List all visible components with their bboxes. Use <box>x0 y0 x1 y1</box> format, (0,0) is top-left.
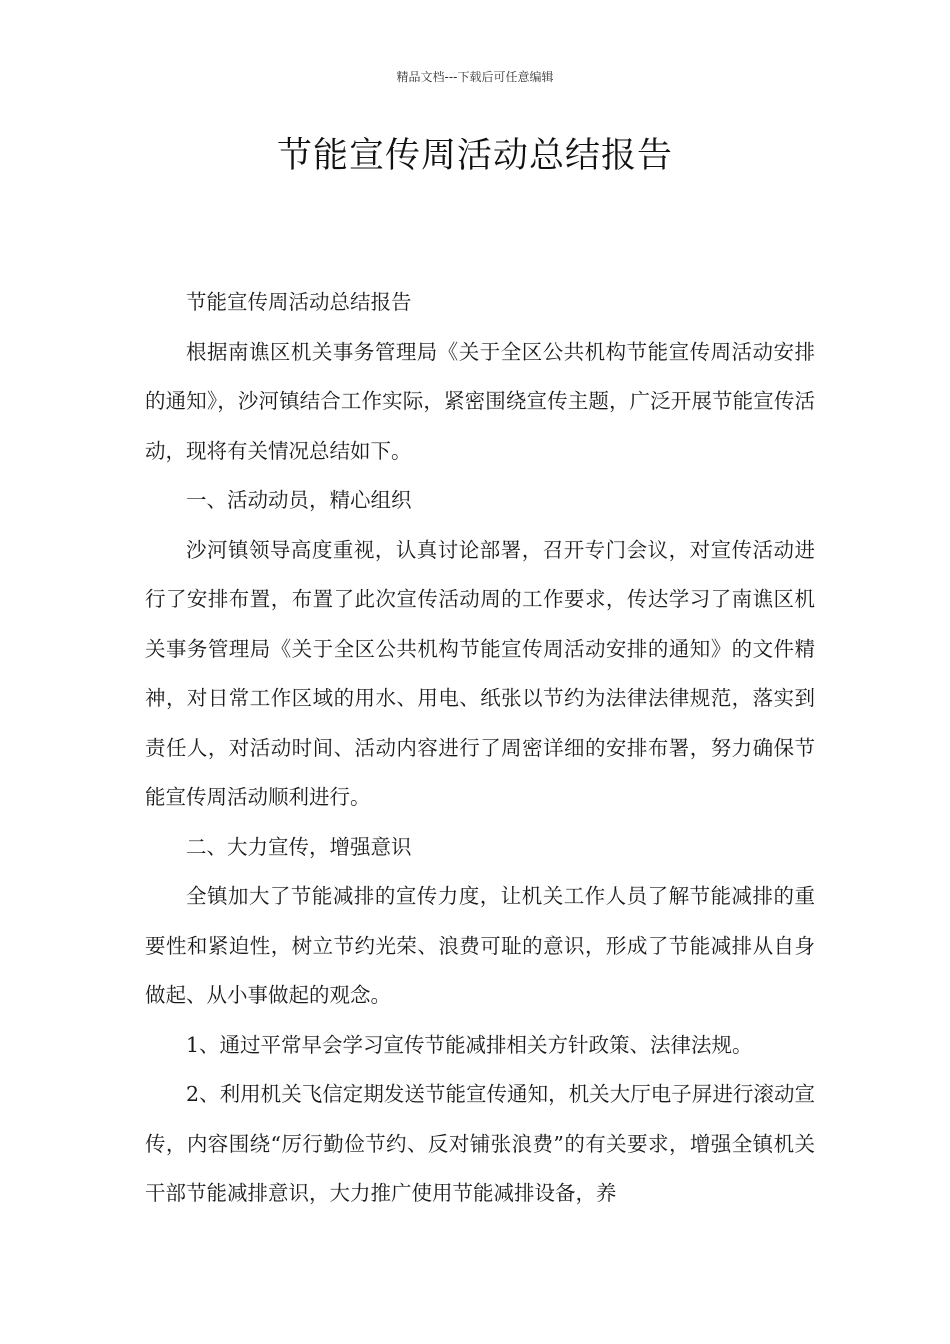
paragraph-intro: 根据南谯区机关事务管理局《关于全区公共机构节能宣传周活动安排的通知》，沙河镇结合工作实际，紧密围绕宣传主题，广泛开展节能宣传活动，现将有关情况总结如下。 <box>145 339 815 463</box>
document-title: 节能宣传周活动总结报告 <box>276 136 673 176</box>
paragraph-section-2: 全镇加大了节能减排的宣传力度，让机关工作人员了解节能减排的重要性和紧迫性，树立节约光荣、浪费可耻的意识，形成了节能减排从自身做起、从小事做起的观念。 <box>145 884 815 1007</box>
list-item-1: 1、通过平常早会学习宣传节能减排相关方针政策、法律法规。 <box>186 1032 753 1057</box>
page-header-note: 精品文档---下载后可任意编辑 <box>396 70 554 84</box>
document-body <box>145 278 815 1219</box>
paragraph-section-1: 沙河镇领导高度重视，认真讨论部署，召开专门会议，对宣传活动进行了安排布置，布置了此次宣传活动周的工作要求，传达学习了南谯区机关事务管理局《关于全区公共机构节能宣传周活动安排的通知》的文件精神，对日常工作区域的用水、用电、纸张以节约为法律法律规范，落实到责任人，对活动时间、活动内容进行了周密详细的安排布署，努力确保节能宣传周活动顺利进行。 <box>145 537 815 809</box>
list-item-2: 2、利用机关飞信定期发送节能宣传通知，机关大厅电子屏进行滚动宣传，内容围绕“厉行勤俭节约、反对铺张浪费”的有关要求，增强全镇机关干部节能减排意识，大力推广使用节能减排设备，养 <box>145 1082 815 1205</box>
section-heading-2: 二、大力宣传，增强意识 <box>186 834 412 859</box>
section-heading-1: 一、活动动员，精心组织 <box>186 488 412 512</box>
paragraph-subtitle: 节能宣传周活动总结报告 <box>186 290 412 314</box>
